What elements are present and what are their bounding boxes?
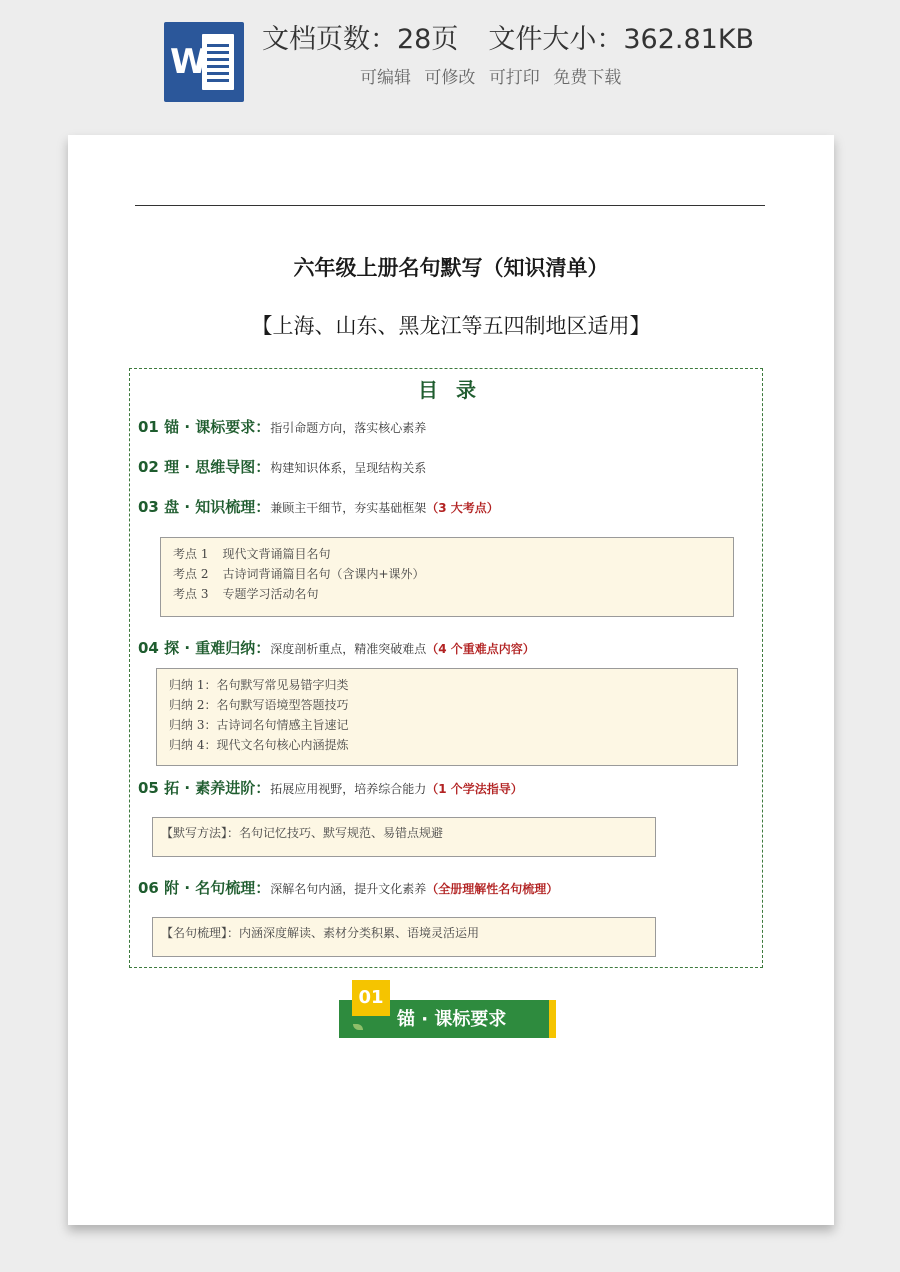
word-file-icon (164, 22, 244, 102)
kaodian-line: 考点 3 专题学习活动名句 (173, 587, 319, 601)
section-title: 锚 · 课标要求 (397, 1009, 507, 1030)
toc-item-label: 01 锚 · 课标要求： (138, 418, 271, 436)
toc-item-01[interactable] (138, 415, 758, 439)
guina-line: 归纳 3：古诗词名句情感主旨速记 (169, 718, 349, 732)
tag-printable: 可打印 (488, 68, 540, 88)
toc-item-desc: 深度剖析重点，精准突破难点 (270, 642, 427, 656)
toc-item-03[interactable] (138, 495, 758, 519)
document-subtitle: 【上海、山东、黑龙江等五四制地区适用】 (251, 314, 651, 338)
file-info-title (262, 20, 782, 60)
toc-item-label: 02 理 · 思维导图： (138, 458, 271, 476)
toc-item-note: （4 个重难点内容） (426, 642, 535, 656)
word-letter: W (170, 42, 208, 82)
toc-item-04[interactable] (138, 636, 758, 660)
document-title: 六年级上册名句默写（知识清单） (293, 256, 609, 280)
tag-editable: 可编辑 (360, 68, 411, 88)
tag-free-download: 免费下载 (553, 68, 622, 88)
toc-item-label: 05 拓 · 素养进阶： (138, 779, 271, 797)
guina-line: 归纳 4：现代文名句核心内涵提炼 (169, 738, 349, 752)
document-page (68, 135, 834, 1225)
toc-item-note: （3 大考点） (426, 501, 499, 515)
toc-item-note: （1 个学法指导） (426, 782, 523, 796)
toc-item-05[interactable] (138, 776, 758, 800)
kaodian-line: 考点 2 古诗词背诵篇目名句（含课内+课外） (173, 567, 425, 581)
toc-item-label: 03 盘 · 知识梳理： (138, 498, 271, 516)
toc-item-desc: 指引命题方向，落实核心素养 (270, 421, 427, 435)
kaodian-box (160, 537, 734, 617)
toc-heading: 目录 (418, 378, 494, 402)
guina-line: 归纳 1：名句默写常见易错字归类 (169, 678, 349, 692)
kaodian-line: 考点 1 现代文背诵篇目名句 (173, 547, 331, 561)
tag-modifiable: 可修改 (424, 68, 476, 88)
download-banner (0, 0, 900, 120)
header-rule (135, 205, 765, 206)
page-count: 文档页数：28页 (262, 24, 459, 55)
sorting-box (152, 917, 656, 957)
toc-item-desc: 深解名句内涵，提升文化素养 (270, 882, 427, 896)
guina-line: 归纳 2：名句默写语境型答题技巧 (169, 698, 349, 712)
toc-item-label: 04 探 · 重难归纳： (138, 639, 271, 657)
toc-item-desc: 拓展应用视野，培养综合能力 (270, 782, 427, 796)
method-line: 【默写方法】：名句记忆技巧、默写规范、易错点规避 (161, 826, 444, 840)
table-of-contents (129, 368, 763, 968)
section-number: 01 (352, 980, 390, 1016)
file-size: 文件大小：362.81KB (488, 24, 755, 55)
feature-tags (360, 66, 720, 90)
toc-item-note: （全册理解性名句梳理） (426, 882, 559, 896)
toc-item-label: 06 附 · 名句梳理： (138, 879, 271, 897)
toc-item-02[interactable] (138, 455, 758, 479)
toc-item-desc: 兼顾主干细节，夯实基础框架 (270, 501, 427, 515)
sorting-line: 【名句梳理】：内涵深度解读、素材分类积累、语境灵活运用 (161, 926, 480, 940)
method-box (152, 817, 656, 857)
toc-item-desc: 构建知识体系，呈现结构关系 (270, 461, 427, 475)
section-heading-badge (339, 987, 557, 1040)
section-badge-tail (549, 1000, 556, 1038)
toc-item-06[interactable] (138, 876, 758, 900)
guina-box (156, 668, 738, 766)
